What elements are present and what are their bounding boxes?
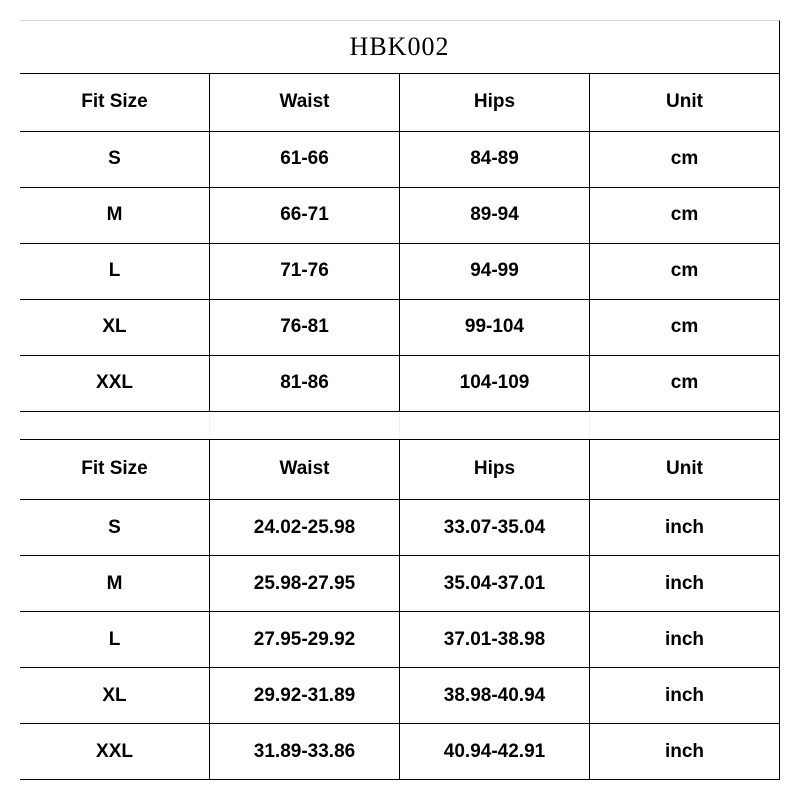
cell-waist: 24.02-25.98	[210, 500, 400, 556]
cell-hips: 37.01-38.98	[400, 612, 590, 668]
cell-hips: 33.07-35.04	[400, 500, 590, 556]
cell-fit-size: XXL	[20, 355, 210, 411]
cell-unit: inch	[590, 612, 780, 668]
cell-unit: cm	[590, 299, 780, 355]
cell-hips: 89-94	[400, 187, 590, 243]
cell-hips: 40.94-42.91	[400, 724, 590, 780]
table-row	[20, 500, 780, 556]
cell-waist: 31.89-33.86	[210, 724, 400, 780]
cell-unit: cm	[590, 355, 780, 411]
cell-waist: 66-71	[210, 187, 400, 243]
table-row	[20, 243, 780, 299]
cell-fit-size: M	[20, 556, 210, 612]
cell-waist: 76-81	[210, 299, 400, 355]
header-waist: Waist	[210, 440, 400, 500]
cell-hips: 84-89	[400, 131, 590, 187]
cell-waist: 81-86	[210, 355, 400, 411]
cell-unit: cm	[590, 187, 780, 243]
cell-unit: cm	[590, 131, 780, 187]
table-row	[20, 187, 780, 243]
cell-waist: 29.92-31.89	[210, 668, 400, 724]
header-unit: Unit	[590, 440, 780, 500]
header-fit-size: Fit Size	[20, 74, 210, 131]
cell-fit-size: XXL	[20, 724, 210, 780]
cell-unit: cm	[590, 243, 780, 299]
cell-unit: inch	[590, 724, 780, 780]
header-fit-size: Fit Size	[20, 440, 210, 500]
table-row	[20, 355, 780, 411]
table-spacer	[20, 412, 780, 440]
cell-hips: 104-109	[400, 355, 590, 411]
chart-title: HBK002	[20, 20, 780, 74]
table-row	[20, 131, 780, 187]
table-row	[20, 556, 780, 612]
cell-fit-size: S	[20, 500, 210, 556]
table-row	[20, 612, 780, 668]
header-hips: Hips	[400, 440, 590, 500]
cell-unit: inch	[590, 500, 780, 556]
cell-fit-size: L	[20, 612, 210, 668]
cell-waist: 25.98-27.95	[210, 556, 400, 612]
inch-size-table	[20, 440, 780, 781]
cell-fit-size: L	[20, 243, 210, 299]
cell-waist: 61-66	[210, 131, 400, 187]
cell-hips: 35.04-37.01	[400, 556, 590, 612]
table-row	[20, 724, 780, 780]
header-unit: Unit	[590, 74, 780, 131]
cell-fit-size: S	[20, 131, 210, 187]
table-header-row	[20, 440, 780, 500]
table-header-row	[20, 74, 780, 131]
cell-unit: inch	[590, 668, 780, 724]
cell-fit-size: XL	[20, 299, 210, 355]
table-row	[20, 299, 780, 355]
cell-fit-size: M	[20, 187, 210, 243]
header-waist: Waist	[210, 74, 400, 131]
cm-size-table	[20, 74, 780, 412]
cell-hips: 38.98-40.94	[400, 668, 590, 724]
cell-waist: 71-76	[210, 243, 400, 299]
cell-fit-size: XL	[20, 668, 210, 724]
cell-waist: 27.95-29.92	[210, 612, 400, 668]
cell-unit: inch	[590, 556, 780, 612]
size-chart	[20, 20, 780, 780]
cell-hips: 99-104	[400, 299, 590, 355]
cell-hips: 94-99	[400, 243, 590, 299]
header-hips: Hips	[400, 74, 590, 131]
table-row	[20, 668, 780, 724]
